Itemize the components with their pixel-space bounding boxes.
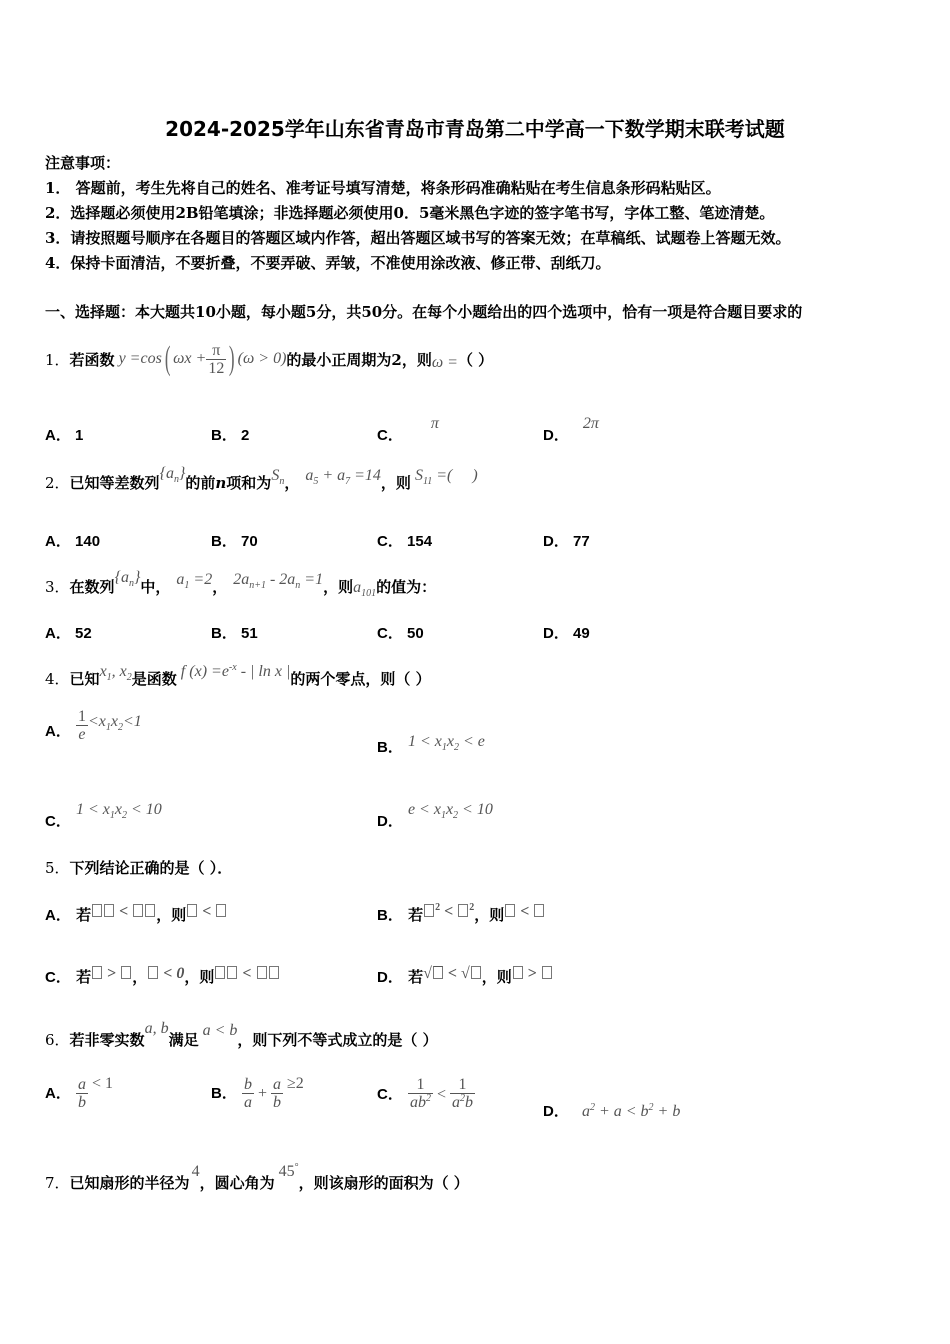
- question-text: 若: [408, 906, 424, 924]
- section-heading: 一、选择题：本大题共10小题，每小题5分，共50分。在每个小题给出的四个选项中，恰有一项是符合题目要求的: [45, 303, 803, 321]
- question-6: [45, 1020, 438, 1050]
- formula: $a_1 =2$: [176, 571, 213, 591]
- formula: 45°: [278, 1162, 299, 1180]
- question-number: 7．: [45, 1174, 70, 1192]
- question-1: [45, 336, 493, 382]
- formula-fraction: $\frac{b}{a}$: [243, 1076, 252, 1111]
- option-c[interactable]: [45, 966, 280, 987]
- question-text: 已知扇形的半径为: [69, 1174, 190, 1192]
- question-text: 的值为：: [376, 578, 437, 596]
- formula-fraction: $\frac{a}{b}$: [272, 1076, 281, 1111]
- option-label: C．: [45, 813, 71, 830]
- question-text: 是函数: [131, 670, 177, 688]
- option-c[interactable]: [377, 1076, 475, 1113]
- option-label: D．: [377, 969, 403, 986]
- formula: $a_{101}$: [353, 579, 377, 599]
- formula: $\{a_n\}$: [159, 465, 186, 485]
- formula-fraction: $\frac{1}{a^2b}$: [451, 1076, 473, 1111]
- option-d[interactable]: D． 49: [543, 625, 590, 642]
- question-5: [45, 857, 232, 878]
- formula-paren: ): [229, 340, 235, 377]
- formula: ωx +: [173, 350, 207, 367]
- question-4: [45, 662, 431, 689]
- option-a[interactable]: [45, 904, 227, 925]
- question-text: 中，: [140, 578, 171, 596]
- question-text: 的最小正周期为2，则: [286, 350, 432, 369]
- question-number: 1．: [45, 350, 70, 369]
- formula: >: [91, 965, 132, 982]
- question-text: 下列结论正确的是（ ）．: [69, 859, 233, 877]
- formula: $1 < x_1x_2 < 10$: [75, 801, 162, 821]
- option-a[interactable]: [45, 708, 142, 749]
- formula: <: [186, 903, 227, 920]
- question-number: 2．: [45, 474, 70, 492]
- question-text: n: [215, 474, 227, 492]
- formula: (ω > 0): [237, 350, 287, 367]
- option-label: A．: [45, 723, 71, 740]
- option-b[interactable]: B． 2: [211, 427, 250, 444]
- option-label: D．: [377, 813, 403, 830]
- option-label: C．: [377, 1086, 403, 1103]
- formula: < 1: [87, 1075, 113, 1092]
- option-b[interactable]: B． 70: [211, 533, 258, 550]
- formula: $e < x_1x_2 < 10$: [407, 801, 493, 821]
- question-text: （ ）: [457, 350, 494, 369]
- question-text: ，则: [323, 578, 354, 596]
- option-label: B．: [211, 1085, 237, 1102]
- formula-fraction: $\frac{1}{e}$: [77, 708, 86, 743]
- option-c[interactable]: [45, 801, 162, 831]
- option-d[interactable]: [377, 801, 493, 831]
- formula: <: [214, 965, 279, 982]
- option-label: D．: [543, 1103, 569, 1120]
- question-text: 若函数: [69, 350, 115, 369]
- option-c[interactable]: C．π: [377, 415, 439, 444]
- formula: +: [253, 1085, 271, 1102]
- option-d[interactable]: [377, 966, 553, 987]
- option-d[interactable]: D．2π: [543, 415, 599, 444]
- formula: $S_{11}$ =( ): [414, 467, 478, 487]
- option-b[interactable]: [211, 1076, 304, 1111]
- formula: $^2$ < $^2$: [423, 903, 474, 920]
- option-a[interactable]: A． 1: [45, 427, 84, 444]
- formula-fraction: $\frac{1}{ab^2}$: [409, 1076, 431, 1111]
- question-text: ，: [284, 474, 300, 492]
- formula-fraction: $\frac{a}{b}$: [77, 1076, 86, 1111]
- question-text: ，则: [184, 968, 215, 986]
- formula: < 0: [147, 965, 184, 982]
- question-text: 的两个零点，则（ ）: [290, 670, 431, 688]
- option-b[interactable]: B． 51: [211, 625, 258, 642]
- question-text: 已知: [69, 670, 100, 688]
- question-text: ，则: [474, 906, 505, 924]
- option-a[interactable]: A． 52: [45, 625, 92, 642]
- notice-item: 3．请按照题号顺序在各题目的答题区域内作答，超出答题区域书写的答案无效；在草稿纸、试题卷上答题无效。: [45, 229, 791, 247]
- question-text: 在数列: [69, 578, 115, 596]
- question-text: 若: [408, 968, 424, 986]
- question-text: ，则: [156, 906, 187, 924]
- formula: √ < √: [423, 965, 482, 982]
- option-label: A．: [45, 907, 71, 924]
- formula: $x_1$, $x_2$: [99, 663, 132, 683]
- option-a[interactable]: [45, 1076, 113, 1111]
- notice-item: 1． 答题前，考生先将自己的姓名、准考证号填写清楚，将条形码准确粘贴在考生信息条形码粘贴区。: [45, 179, 721, 197]
- formula: $S_n$: [271, 467, 285, 487]
- question-number: 4．: [45, 670, 70, 688]
- option-c[interactable]: C． 154: [377, 533, 433, 550]
- option-label: C．: [45, 969, 71, 986]
- formula: >: [512, 965, 553, 982]
- question-text: ，则下列不等式成立的是（ ）: [237, 1031, 438, 1049]
- notice-item: 2．选择题必须使用2B铅笔填涂；非选择题必须使用0．5毫米黑色字迹的签字笔书写，字体工整、笔迹清楚。: [45, 204, 775, 222]
- question-text: 若: [76, 968, 92, 986]
- question-text: ，则: [481, 968, 512, 986]
- page-title: 2024-2025学年山东省青岛市青岛第二中学高一下数学期末联考试题: [165, 117, 785, 141]
- formula: $1 < x_1x_2 < e$: [407, 733, 485, 753]
- formula-fraction: $\frac{\pi}{12}$: [208, 341, 225, 377]
- formula: <: [91, 903, 156, 920]
- formula: $a_5 + a_7 =14$: [305, 467, 381, 487]
- question-text: 已知等差数列: [69, 474, 160, 492]
- option-c[interactable]: C． 50: [377, 625, 424, 642]
- formula: a < b: [202, 1022, 238, 1039]
- question-text: ，则该扇形的面积为（ ）: [298, 1174, 469, 1192]
- question-text: 若非零实数: [69, 1031, 145, 1049]
- formula: ω =: [431, 354, 458, 371]
- question-text: 项和为: [226, 474, 272, 492]
- option-d[interactable]: [543, 1100, 680, 1121]
- question-7: [45, 1162, 469, 1193]
- question-3: [45, 569, 437, 599]
- formula: ≥2: [282, 1075, 304, 1092]
- option-label: B．: [377, 907, 403, 924]
- question-text: ，: [132, 968, 148, 986]
- option-label: A．: [45, 1085, 71, 1102]
- option-b[interactable]: [377, 733, 485, 757]
- question-text: 若: [76, 906, 92, 924]
- formula-paren: (: [164, 340, 171, 377]
- question-text: ，: [212, 578, 228, 596]
- question-number: 5．: [45, 859, 70, 877]
- question-number: 6．: [45, 1031, 70, 1049]
- question-text: 满足: [168, 1031, 199, 1049]
- formula: y =cos: [118, 350, 162, 367]
- formula: f $(x) =e^{-x}$ - | ln x |: [180, 662, 291, 680]
- formula: <: [432, 1086, 450, 1103]
- notice-heading: 注意事项：: [45, 154, 121, 172]
- question-number: 3．: [45, 578, 70, 596]
- formula: 4: [191, 1163, 200, 1180]
- question-text: 的前: [185, 474, 216, 492]
- option-a[interactable]: A． 140: [45, 533, 101, 550]
- question-2: [45, 465, 478, 493]
- option-b[interactable]: [377, 904, 545, 925]
- formula: a, b: [144, 1020, 169, 1037]
- formula: $\{a_n\}$: [114, 569, 141, 589]
- question-text: ，则: [380, 474, 411, 492]
- formula: $<x_1x_2<1$: [87, 713, 142, 733]
- formula: $2a_{n+1} - 2a_n =1$: [233, 571, 324, 591]
- formula: <: [504, 903, 545, 920]
- formula: $a^2 + a < b^2 + b$: [581, 1102, 681, 1120]
- option-label: B．: [377, 739, 403, 756]
- option-d[interactable]: D． 77: [543, 533, 590, 550]
- notice-item: 4．保持卡面清洁，不要折叠，不要弄破、弄皱，不准使用涂改液、修正带、刮纸刀。: [45, 254, 611, 272]
- question-text: ，圆心角为: [199, 1174, 275, 1192]
